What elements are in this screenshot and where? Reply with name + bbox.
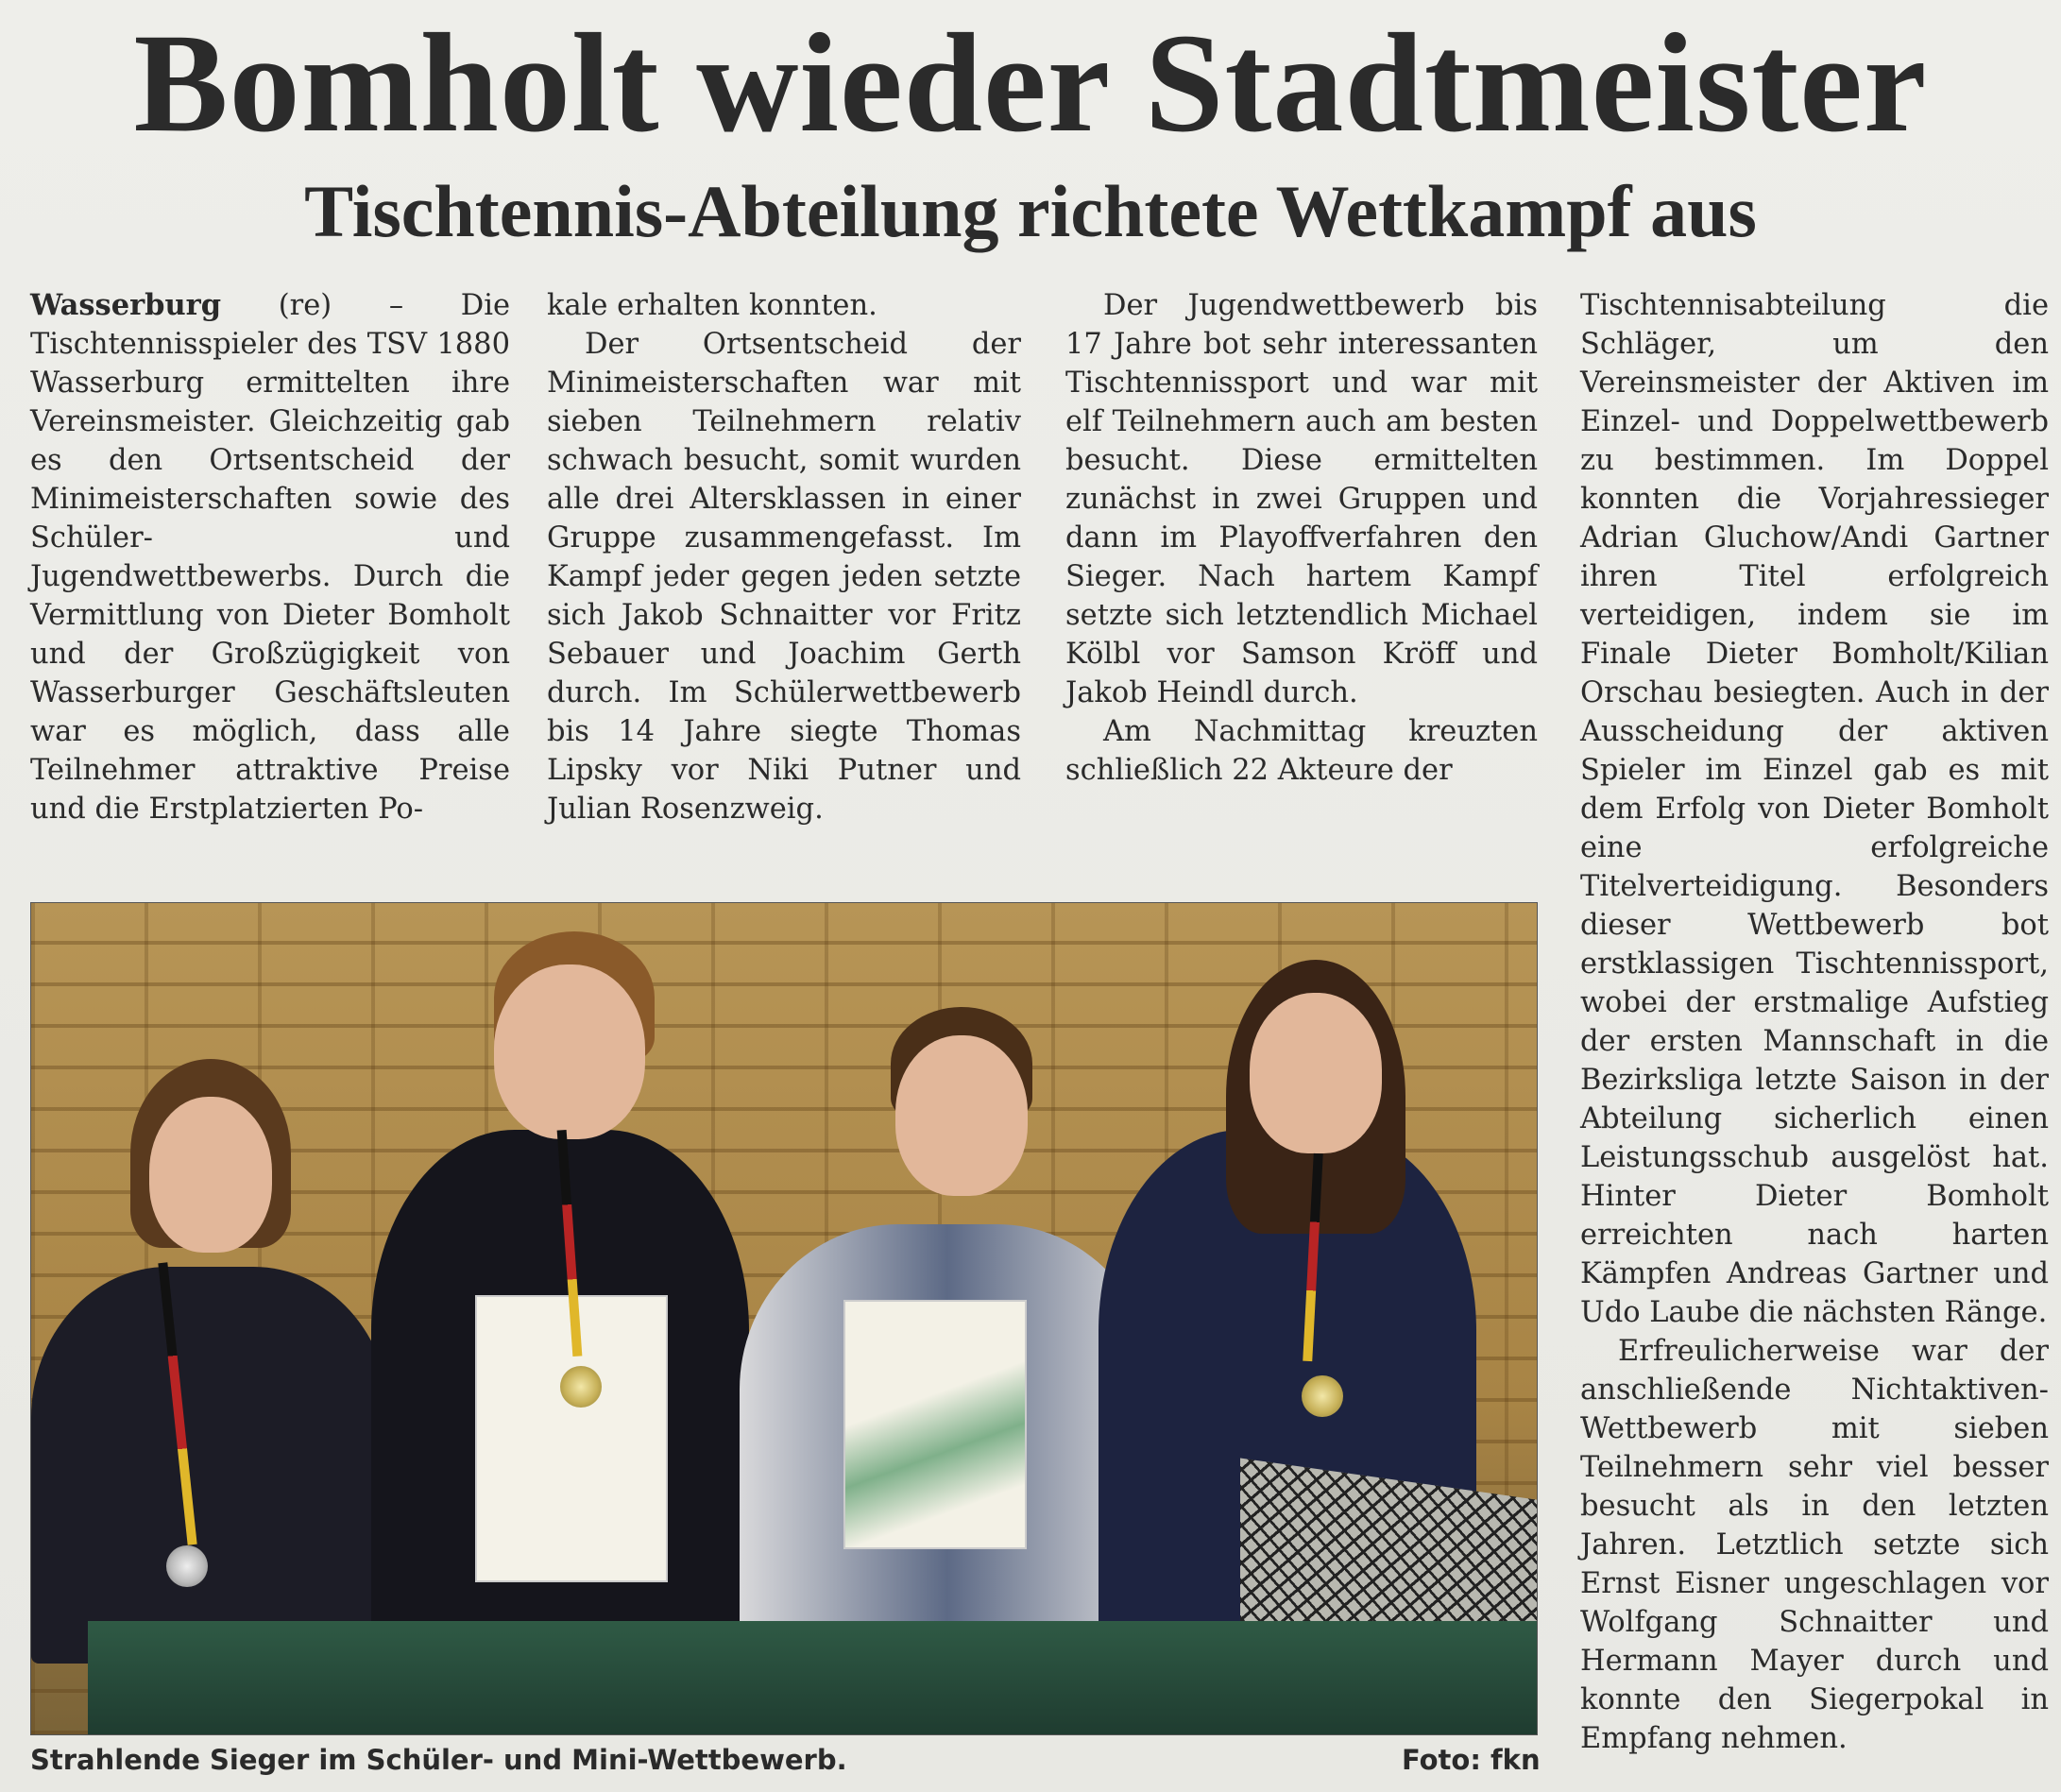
paragraph: Erfreulicherweise war der anschließende Nichtaktiven-Wettbewerb mit sieben Teilnehmern sehr viel besser besucht als in den letzten Jahren. Letztlich setzte sich Ernst Eisner ungeschlagen vor Wolfgang Schnaitter und Hermann Mayer durch und konnte den Siegerpokal in Empfang nehmen. — [1580, 1335, 2049, 1755]
table-tennis-table — [88, 1621, 1537, 1734]
winners-photo — [30, 902, 1538, 1735]
article-column-1 — [30, 286, 510, 828]
paragraph-text: (re) – Die Tischtennisspieler des TSV 1880 Wasserburg ermittelten ihre Vereinsmeister. Gleichzeitig gab es den Ortsentscheid der Minimeisterschaften sowie des Schüler- und Jugendwettbewerbs. Durch die Vermittlung von Dieter Bomholt und der Großzügigkeit von Wasserburger Geschäftsleuten war es möglich, dass alle Teilnehmer attraktive Preise und die Erstplatzierten Po- — [30, 289, 511, 826]
subheadline: Tischtennis-Abteilung richtete Wettkampf aus — [304, 170, 1757, 252]
paragraph: Der Jugendwettbewerb bis 17 Jahre bot sehr interessanten Tischtennissport und war mit elf Teilnehmern auch am besten besucht. Diese ermittelten zunächst in zwei Gruppen und dann im Playoffverfahren den Sieger. Nach hartem Kampf setzte sich letztendlich Michael Kölbl vor Samson Kröff und Jakob Heindl durch. — [1065, 289, 1538, 709]
paragraph: Der Ortsentscheid der Minimeisterschaften war mit sieben Teilnehmern relativ schwach besucht, somit wurden alle drei Altersklassen in einer Gruppe zusammengefasst. Im Kampf jeder gegen jeden setzte sich Jakob Schnaitter vor Fritz Sebauer und Joachim Gerth durch. Im Schülerwettbewerb bis 14 Jahre siegte Thomas Lipsky vor Niki Putner und Julian Rosenzweig. — [547, 328, 1021, 826]
paragraph: Tischtennisabteilung die Schläger, um den Vereinsmeister der Aktiven im Einzel- und Doppelwettbewerb zu bestimmen. Im Doppel konnten die Vorjahressieger Adrian Gluchow/Andi Gartner ihren Titel erfolgreich verteidigen, indem sie im Finale Dieter Bomholt/Kilian Orschau besiegten. Auch in der Ausscheidung der aktiven Spieler im Einzel gab es mit dem Erfolg von Dieter Bomholt eine erfolgreiche Titelverteidigung. Besonders dieser Wettbewerb bot erstklassigen Tischtennissport, wobei der erstmalige Aufstieg der ersten Mannschaft in die Bezirksliga letzte Saison in der Abteilung sicherlich einen Leistungsschub ausgelöst hat. Hinter Dieter Bomholt erreichten nach harten Kämpfen Andreas Gartner und Udo Laube die nächsten Ränge. — [1580, 289, 2049, 1329]
paragraph: Am Nachmittag kreuzten schließlich 22 Akteure der — [1065, 715, 1538, 787]
certificate — [843, 1300, 1027, 1549]
dateline: Wasserburg — [30, 288, 222, 322]
article-column-2 — [547, 286, 1021, 828]
paragraph — [30, 286, 510, 828]
photo-credit: Foto: fkn — [1402, 1744, 1541, 1776]
photo-caption: Strahlende Sieger im Schüler- und Mini-Wettbewerb. — [30, 1744, 847, 1776]
article-column-3 — [1065, 286, 1538, 790]
headline: Bomholt wieder Stadtmeister — [133, 5, 1928, 162]
paragraph: kale erhalten konnten. — [547, 289, 877, 322]
article-column-4 — [1580, 286, 2049, 1758]
